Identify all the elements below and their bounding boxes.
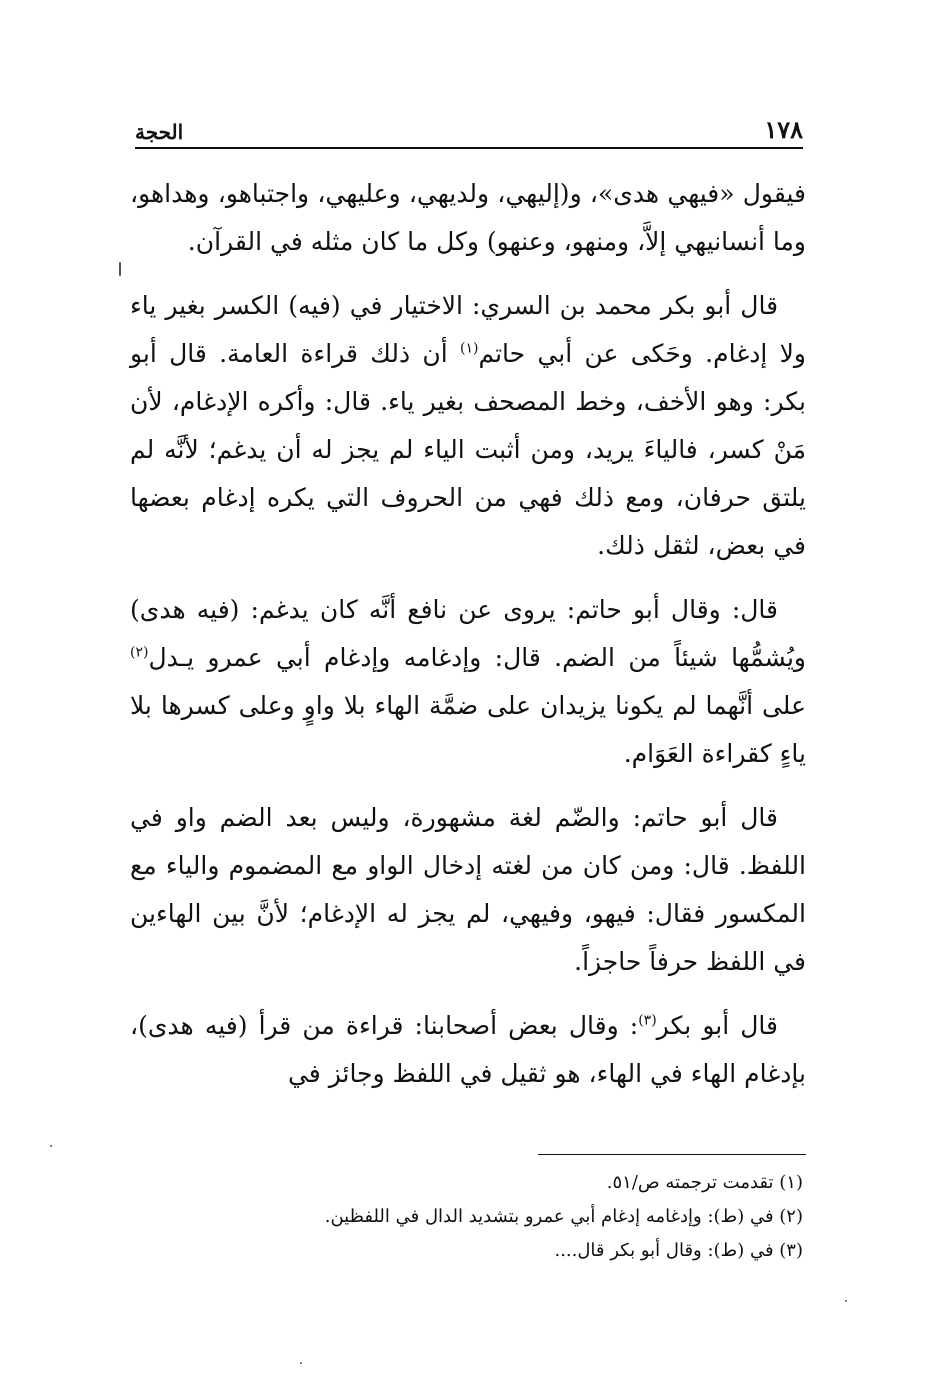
footnotes xyxy=(135,1166,803,1268)
text-line: فيقول «فيهي هدى»، و(إليهي، ولديهي، وعليهي، واجتباهو، xyxy=(217,179,806,208)
footnote-marker-3: (٣) xyxy=(638,1012,657,1029)
text-line: : وقال بعض أصحابنا: قراءة من قرأ (فيه xyxy=(204,1011,639,1040)
page-number: ١٧٨ xyxy=(764,115,803,144)
footnote-1: (١) تقدمت ترجمته ص/٥١. xyxy=(606,1172,803,1193)
footnote-marker-2: (٢) xyxy=(130,644,149,661)
text-line: والياء مع المكسور فقال: فيهو، وفيهي، لم يجز له الإدغام؛ لأنَّ xyxy=(130,851,806,928)
text-line: بغير ياء ولا إدغام. وحَكى عن أبي حاتم xyxy=(130,291,806,368)
footnote-marker-1: (١) xyxy=(459,340,479,357)
text-line: العامة. قال أبو بكر: وهو الأخف، وخط المصحف بغير ياء. xyxy=(130,339,806,416)
footnote-3: (٣) في (ط): وقال أبو بكر قال.... xyxy=(554,1240,803,1261)
running-title: الحجة xyxy=(135,120,184,144)
text-line: في اللفظ. قال: ومن كان من لغته إدخال الواو مع المضموم xyxy=(130,803,807,880)
page-header xyxy=(135,112,803,144)
paragraph-3 xyxy=(130,586,806,778)
text-line: على أنَّهما لم يكونا يزيدان على ضمَّة الهاء بلا واوٍ xyxy=(303,691,807,720)
text-line: الحروف التي يكره إدغام بعضها في بعض، لثقل ذلك. xyxy=(130,483,806,560)
scan-speck xyxy=(50,1145,52,1147)
text-line: قال: وأكره الإدغام، لأن مَنْ كسر، فالياءَ يريد، ومن أثبت الياء xyxy=(130,387,807,464)
text-line: هدى)، بإدغام الهاء في الهاء، هو ثقيل في اللفظ وجائز في xyxy=(130,1011,806,1088)
text-line: قال أبو حاتم: والضّم لغة مشهورة، وليس بعد الضم واو xyxy=(175,803,778,832)
footnote-2: (٢) في (ط): وإدغامه إدغام أبي عمرو بتشديد الدال في اللفظين. xyxy=(324,1206,803,1227)
text-line: هدى) ويُشمُّها شيئاً من الضم. قال: وإدغامه وإدغام أبي عمرو xyxy=(130,595,806,672)
scan-mark xyxy=(119,262,121,276)
text-line: بين الهاءين في اللفظ حرفاً حاجزاً. xyxy=(130,899,806,976)
text-line: قال: وقال أبو حاتم: يروى عن نافع أنَّه كان يدغم: (فيه xyxy=(196,595,779,624)
main-text xyxy=(130,170,806,1114)
scan-speck xyxy=(845,1300,847,1302)
header-rule xyxy=(135,147,803,149)
paragraph-2 xyxy=(130,282,806,570)
footnote-separator xyxy=(538,1154,806,1155)
text-line: أن ذلك قراءة xyxy=(300,339,448,368)
paragraph-1 xyxy=(130,170,806,266)
text-line: وعلى كسرها بلا ياءٍ كقراءة العَوَام. xyxy=(130,691,806,768)
text-line: وهداهو، وما أنسانيهي إلاَّ، ومنهو، وعنهو) وكل ما كان مثله في xyxy=(130,179,806,256)
text-line: قال أبو بكر محمد بن السري: الاختيار في (فيه) الكسر xyxy=(214,291,779,320)
text-line: قال أبو بكر xyxy=(656,1011,778,1040)
text-line: يـدل xyxy=(148,643,195,672)
text-line: لم يجز له أن يدغم؛ لأنَّه لم يلتق حرفان، ومع ذلك فهي من xyxy=(130,435,806,512)
paragraph-5 xyxy=(130,1002,806,1098)
scan-speck xyxy=(300,1362,302,1364)
paragraph-4 xyxy=(130,794,806,986)
text-line: القرآن. xyxy=(187,227,263,256)
